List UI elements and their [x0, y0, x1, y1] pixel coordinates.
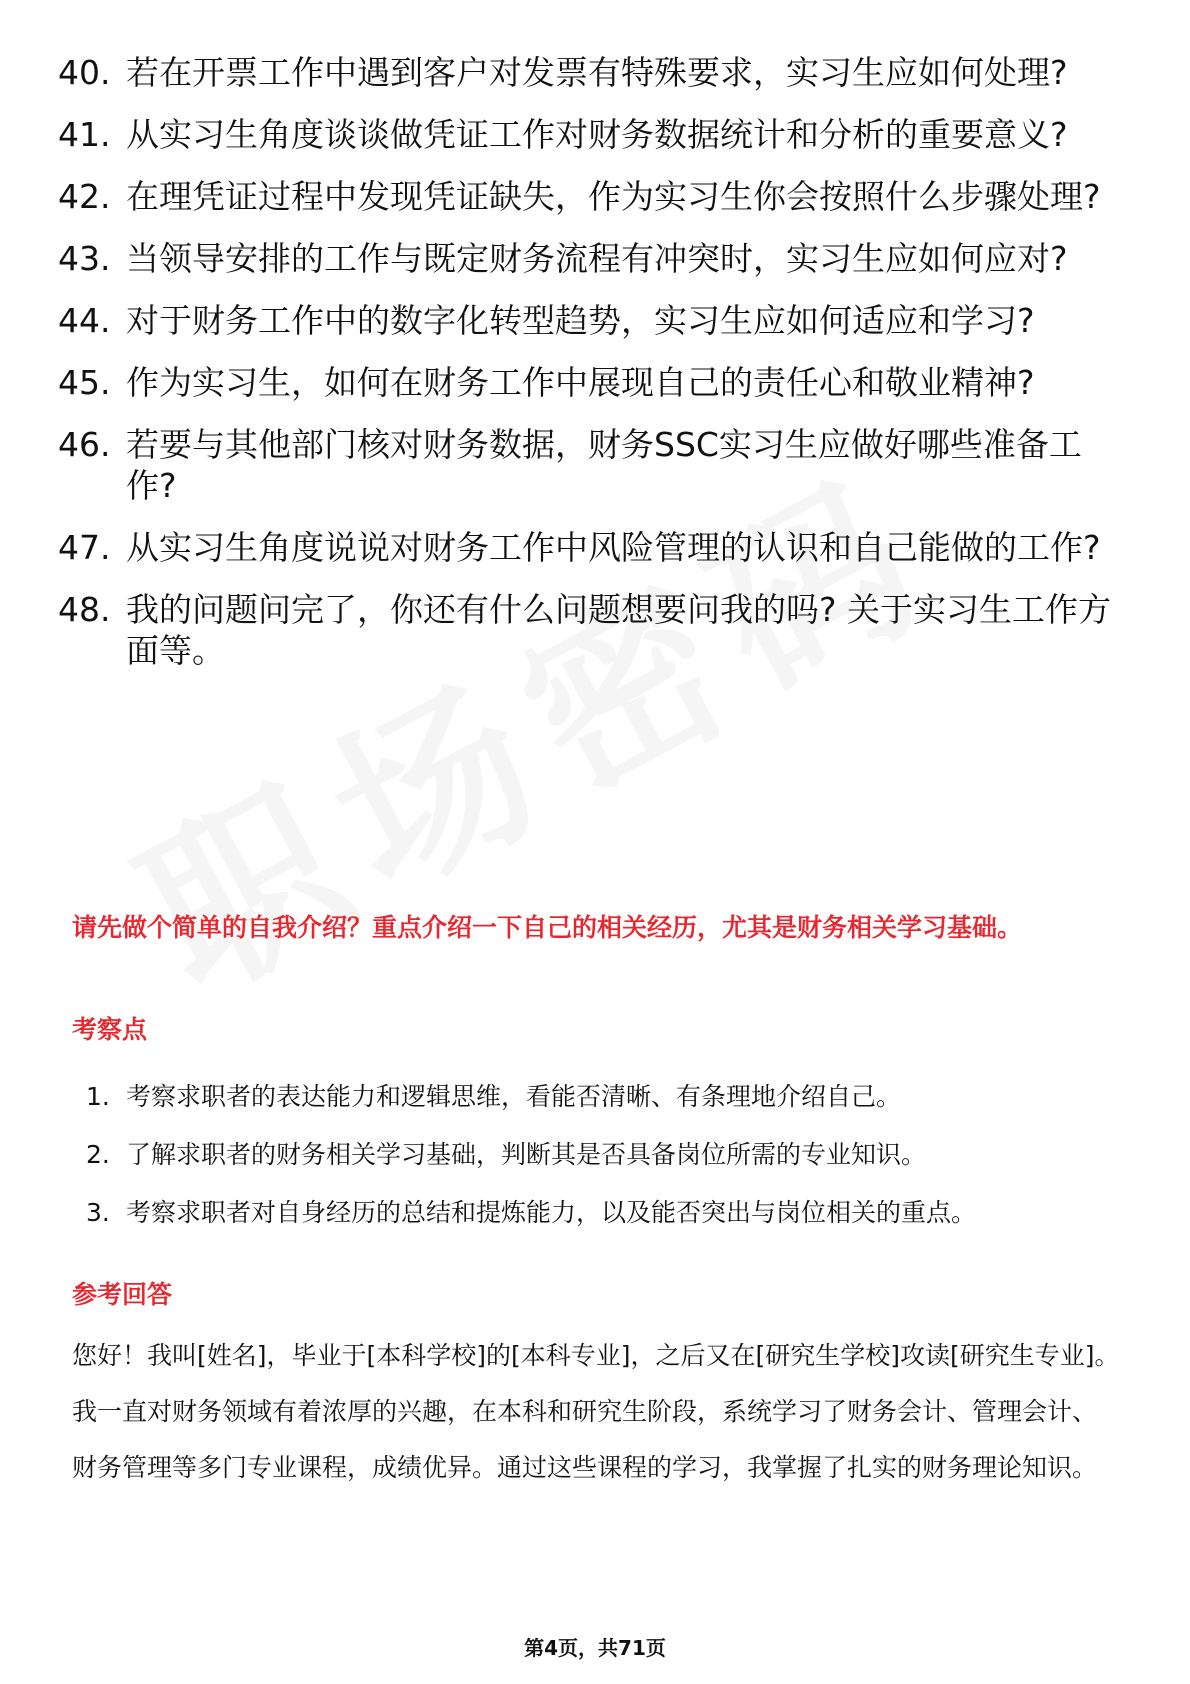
question-item [58, 114, 1118, 155]
question-text: 从实习生角度说说对财务工作中风险管理的认识和自己能做的工作? [126, 528, 1101, 567]
question-number: 40. [58, 53, 111, 92]
question-number: 44. [58, 301, 111, 340]
question-item [58, 362, 1118, 403]
question-item [58, 176, 1118, 217]
exam-point-item [86, 1196, 1116, 1230]
question-text: 作为实习生，如何在财务工作中展现自己的责任心和敬业精神? [126, 363, 1035, 402]
point-number: 2. [86, 1140, 110, 1169]
question-text: 从实习生角度谈谈做凭证工作对财务数据统计和分析的重要意义? [126, 115, 1068, 154]
exam-points-list [86, 1080, 1116, 1254]
point-number: 1. [86, 1082, 110, 1111]
question-item [58, 300, 1118, 341]
question-number: 46. [58, 425, 111, 464]
question-number: 48. [58, 590, 111, 629]
question-item [58, 52, 1118, 93]
question-text: 对于财务工作中的数字化转型趋势，实习生应如何适应和学习? [126, 301, 1035, 340]
point-text: 了解求职者的财务相关学习基础，判断其是否具备岗位所需的专业知识。 [126, 1140, 927, 1169]
question-text: 若要与其他部门核对财务数据，财务SSC实习生应做好哪些准备工作? [126, 425, 1082, 505]
question-item [58, 527, 1118, 568]
point-text: 考察求职者的表达能力和逻辑思维，看能否清晰、有条理地介绍自己。 [126, 1082, 902, 1111]
reference-answer-heading: 参考回答 [72, 1280, 173, 1309]
question-number: 42. [58, 177, 111, 216]
question-number: 45. [58, 363, 111, 402]
question-item [58, 238, 1118, 279]
question-item [58, 589, 1118, 671]
question-text: 当领导安排的工作与既定财务流程有冲突时，实习生应如何应对? [126, 239, 1068, 278]
question-text: 在理凭证过程中发现凭证缺失，作为实习生你会按照什么步骤处理? [126, 177, 1101, 216]
reference-answer-text: 您好！我叫[姓名]，毕业于[本科学校]的[本科专业]，之后又在[研究生学校]攻读[研究生专业]。我一直对财务领域有着浓厚的兴趣，在本科和研究生阶段，系统学习了财务会计、管理会计、财务管理等多门专业课程，成绩优异。通过这些课程的学习，我掌握了扎实的财务理论知识。 [72, 1341, 1120, 1482]
question-number: 43. [58, 239, 111, 278]
exam-point-item [86, 1138, 1116, 1172]
exam-points-heading: 考察点 [72, 1015, 148, 1044]
question-number: 47. [58, 528, 111, 567]
question-number: 41. [58, 115, 111, 154]
page-footer: 第4页，共71页 [524, 1636, 666, 1660]
question-text: 若在开票工作中遇到客户对发票有特殊要求，实习生应如何处理? [126, 53, 1068, 92]
point-text: 考察求职者对自身经历的总结和提炼能力，以及能否突出与岗位相关的重点。 [126, 1198, 977, 1227]
question-text: 我的问题问完了，你还有什么问题想要问我的吗? 关于实习生工作方面等。 [126, 590, 1112, 670]
question-item [58, 424, 1118, 506]
question-heading: 请先做个简单的自我介绍？重点介绍一下自己的相关经历，尤其是财务相关学习基础。 [72, 913, 1023, 942]
question-list [58, 52, 1118, 692]
point-number: 3. [86, 1198, 110, 1227]
exam-point-item [86, 1080, 1116, 1114]
